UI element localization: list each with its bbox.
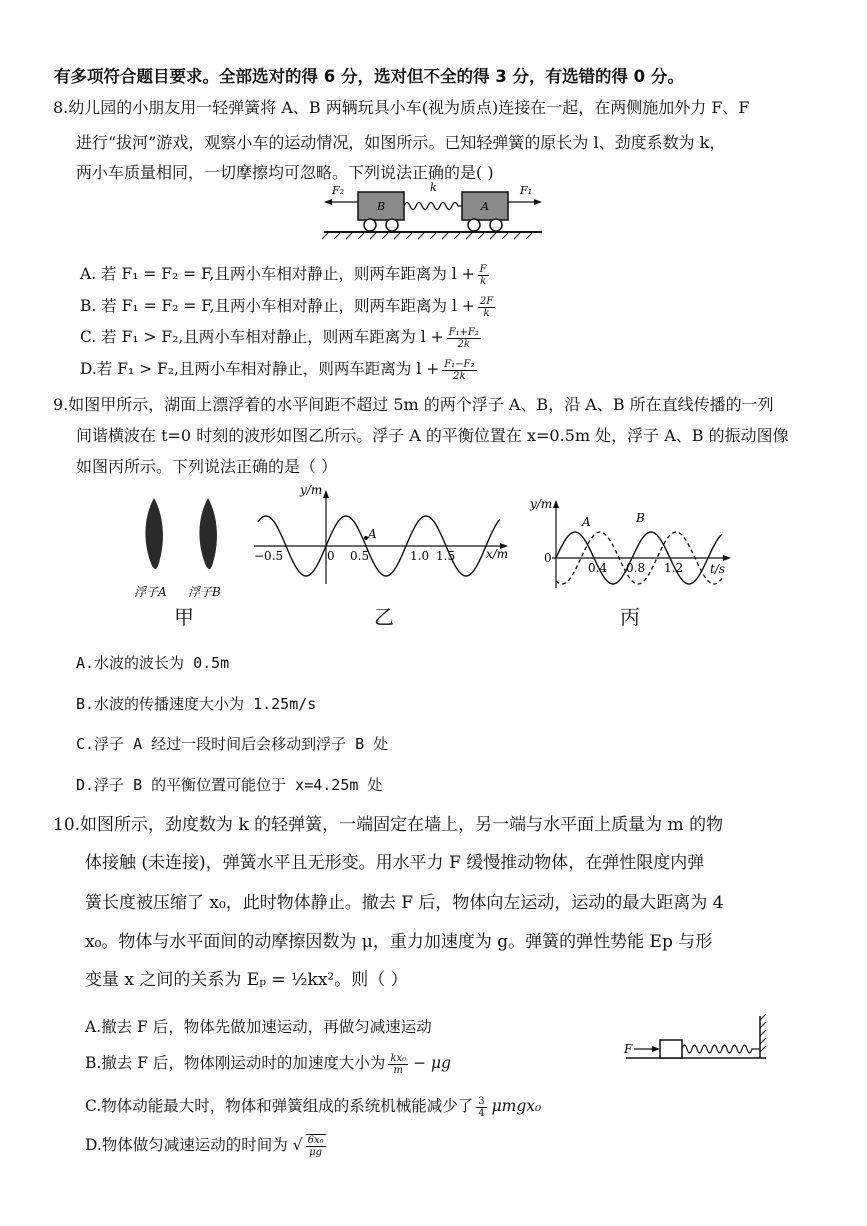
- q9-stem-line-2: 间谐横波在 t=0 时刻的波形如图乙所示。浮子 A 的平衡位置在 x=0.5m 处，浮子 A、B 的振动图像: [76, 426, 789, 445]
- label-f2: F₂: [332, 184, 345, 197]
- yi-ylabel: y/m: [300, 483, 323, 497]
- section-instructions: 有多项符合题目要求。全部选对的得 6 分，选对但不全的得 3 分，有选错的得 0 分。: [54, 67, 684, 86]
- float-b-icon: [199, 498, 217, 569]
- q10-option-c-text: C.物体动能最大时，物体和弹簧组成的系统机械能减少了: [85, 1097, 474, 1115]
- q8-option-a-num: F: [479, 263, 487, 275]
- q10-option-a[interactable]: A.撤去 F 后，物体先做加速运动，再做匀减速运动: [85, 1018, 432, 1036]
- q10-option-d-num: 6x₀: [307, 1135, 324, 1146]
- q10-stem-line-4: x₀。物体与水平面间的动摩擦因数为 μ，重力加速度为 g。弹簧的弹性势能 Ep 与形: [85, 932, 713, 952]
- bing-ylabel: y/m: [530, 497, 553, 511]
- yi-tick-05: 0.5: [350, 549, 370, 563]
- q9-option-d[interactable]: D.浮子 B 的平衡位置可能位于 x=4.25m 处: [76, 776, 383, 794]
- q8-option-d-num: F₁−F₂: [444, 358, 475, 370]
- float-a-label: 浮子A: [134, 585, 167, 599]
- q9-caption-yi: 乙: [374, 605, 394, 629]
- q8-stem-line-2: 进行“拔河”游戏，观察小车的运动情况，如图所示。已知轻弹簧的原长为 l、劲度系数为 k，: [76, 133, 726, 152]
- q8-option-d-text: D.若 F₁ > F₂,且两小车相对静止，则两车距离为 l +: [80, 360, 440, 378]
- q8-option-a[interactable]: [80, 262, 489, 287]
- float-b-label: 浮子B: [188, 585, 221, 599]
- q8-option-a-text: A. 若 F₁ = F₂ = F,且两小车相对静止，则两车距离为 l +: [80, 265, 475, 283]
- bing-tick-04: 0.4: [588, 561, 608, 575]
- q8-stem-line-3: 两小车质量相同，一切摩擦均可忽略。下列说法正确的是( ): [76, 163, 494, 182]
- q9-figure-jia: [128, 492, 238, 602]
- q9-caption-bing: 丙: [620, 605, 640, 629]
- q10-option-c-tail: μmgx₀: [491, 1097, 542, 1115]
- q8-option-c[interactable]: [80, 325, 481, 350]
- q8-spring-carts-figure: [320, 180, 545, 240]
- q10-stem-line-2: 体接触 (未连接)，弹簧水平且无形变。用水平力 F 缓慢推动物体，在弹性限度内弹: [85, 853, 705, 873]
- q9-stem-line-1: 9.如图甲所示，湖面上漂浮着的水平间距不超过 5m 的两个浮子 A、B，沿 A、B 所在直线传播的一列: [53, 395, 774, 414]
- bing-xlabel: t/s: [710, 562, 726, 576]
- q10-spring-wall-figure: [622, 1010, 772, 1066]
- bing-tick-12: 1.2: [664, 561, 684, 575]
- yi-tick-10: 1.0: [410, 549, 430, 563]
- label-cart-b: B: [377, 200, 386, 213]
- q9-caption-jia: 甲: [174, 605, 194, 629]
- label-cart-a: A: [481, 200, 489, 213]
- spring: [404, 203, 462, 210]
- q10-option-c-den: 4: [478, 1107, 485, 1119]
- q10-option-b-den: m: [393, 1064, 404, 1076]
- label-force-f: F: [624, 1042, 633, 1056]
- bing-label-b: B: [636, 511, 645, 525]
- float-a-icon: [145, 498, 163, 569]
- q10-option-b[interactable]: [85, 1051, 451, 1076]
- q10-option-d[interactable]: [85, 1133, 326, 1158]
- q8-option-d[interactable]: [80, 357, 477, 382]
- yi-tick-15: 1.5: [436, 549, 456, 563]
- q10-option-d-text: D.物体做匀减速运动的时间为 √: [85, 1136, 303, 1154]
- label-f1: F₁: [520, 184, 533, 197]
- q10-option-b-num: kx₀: [390, 1052, 407, 1064]
- compressed-spring: [682, 1045, 760, 1053]
- q8-option-c-den: 2k: [457, 338, 470, 350]
- q10-stem-line-3: 簧长度被压缩了 x₀，此时物体静止。撤去 F 后，物体向左运动，运动的最大距离为 4: [85, 893, 724, 913]
- q8-option-b-text: B. 若 F₁ = F₂ = F,且两小车相对静止，则两车距离为 l +: [80, 297, 475, 315]
- q8-option-a-den: k: [480, 275, 487, 287]
- q8-option-c-text: C. 若 F₁ > F₂,且两小车相对静止，则两车距离为 l +: [80, 328, 444, 346]
- yi-point-a: A: [368, 527, 377, 541]
- bing-origin: 0: [544, 551, 552, 565]
- q8-stem-line-1: 8.幼儿园的小朋友用一轻弹簧将 A、B 两辆玩具小车(视为质点)连接在一起，在两侧施加外力 F、F: [53, 98, 750, 117]
- yi-tick-0: 0: [327, 549, 335, 563]
- q9-figure-yi-wave: [250, 480, 512, 590]
- q8-option-b[interactable]: [80, 294, 495, 319]
- q8-option-c-num: F₁+F₂: [448, 326, 479, 338]
- q10-option-c[interactable]: [85, 1094, 541, 1119]
- q8-option-d-den: 2k: [453, 370, 466, 382]
- q10-option-b-tail: − μg: [413, 1054, 452, 1072]
- q8-option-b-den: k: [483, 307, 490, 319]
- yi-xlabel: x/m: [486, 547, 509, 561]
- bing-label-a: A: [582, 515, 591, 529]
- block: [660, 1040, 682, 1058]
- q9-figure-bing-vibration: [526, 484, 736, 594]
- q10-option-d-den: μg: [309, 1147, 323, 1158]
- q9-option-a[interactable]: A.水波的波长为 0.5m: [76, 654, 230, 672]
- q9-option-b[interactable]: B.水波的传播速度大小为 1.25m/s: [76, 695, 317, 713]
- q9-stem-line-3: 如图丙所示。下列说法正确的是（ ）: [76, 457, 338, 476]
- q10-stem-line-1: 10.如图所示，劲度数为 k 的轻弹簧，一端固定在墙上，另一端与水平面上质量为 m 的物: [53, 815, 724, 835]
- q8-option-b-num: 2F: [479, 295, 494, 307]
- q10-option-b-text: B.撤去 F 后，物体刚运动时的加速度大小为: [85, 1054, 386, 1072]
- q10-stem-line-5: 变量 x 之间的关系为 Eₚ = ½kx²。则（ ）: [85, 970, 408, 990]
- yi-tick-neg05: −0.5: [254, 549, 284, 563]
- label-k: k: [430, 181, 437, 194]
- q10-option-c-num: 3: [478, 1095, 485, 1107]
- q9-option-c[interactable]: C.浮子 A 经过一段时间后会移动到浮子 B 处: [76, 735, 389, 753]
- bing-tick-08: 0.8: [626, 561, 646, 575]
